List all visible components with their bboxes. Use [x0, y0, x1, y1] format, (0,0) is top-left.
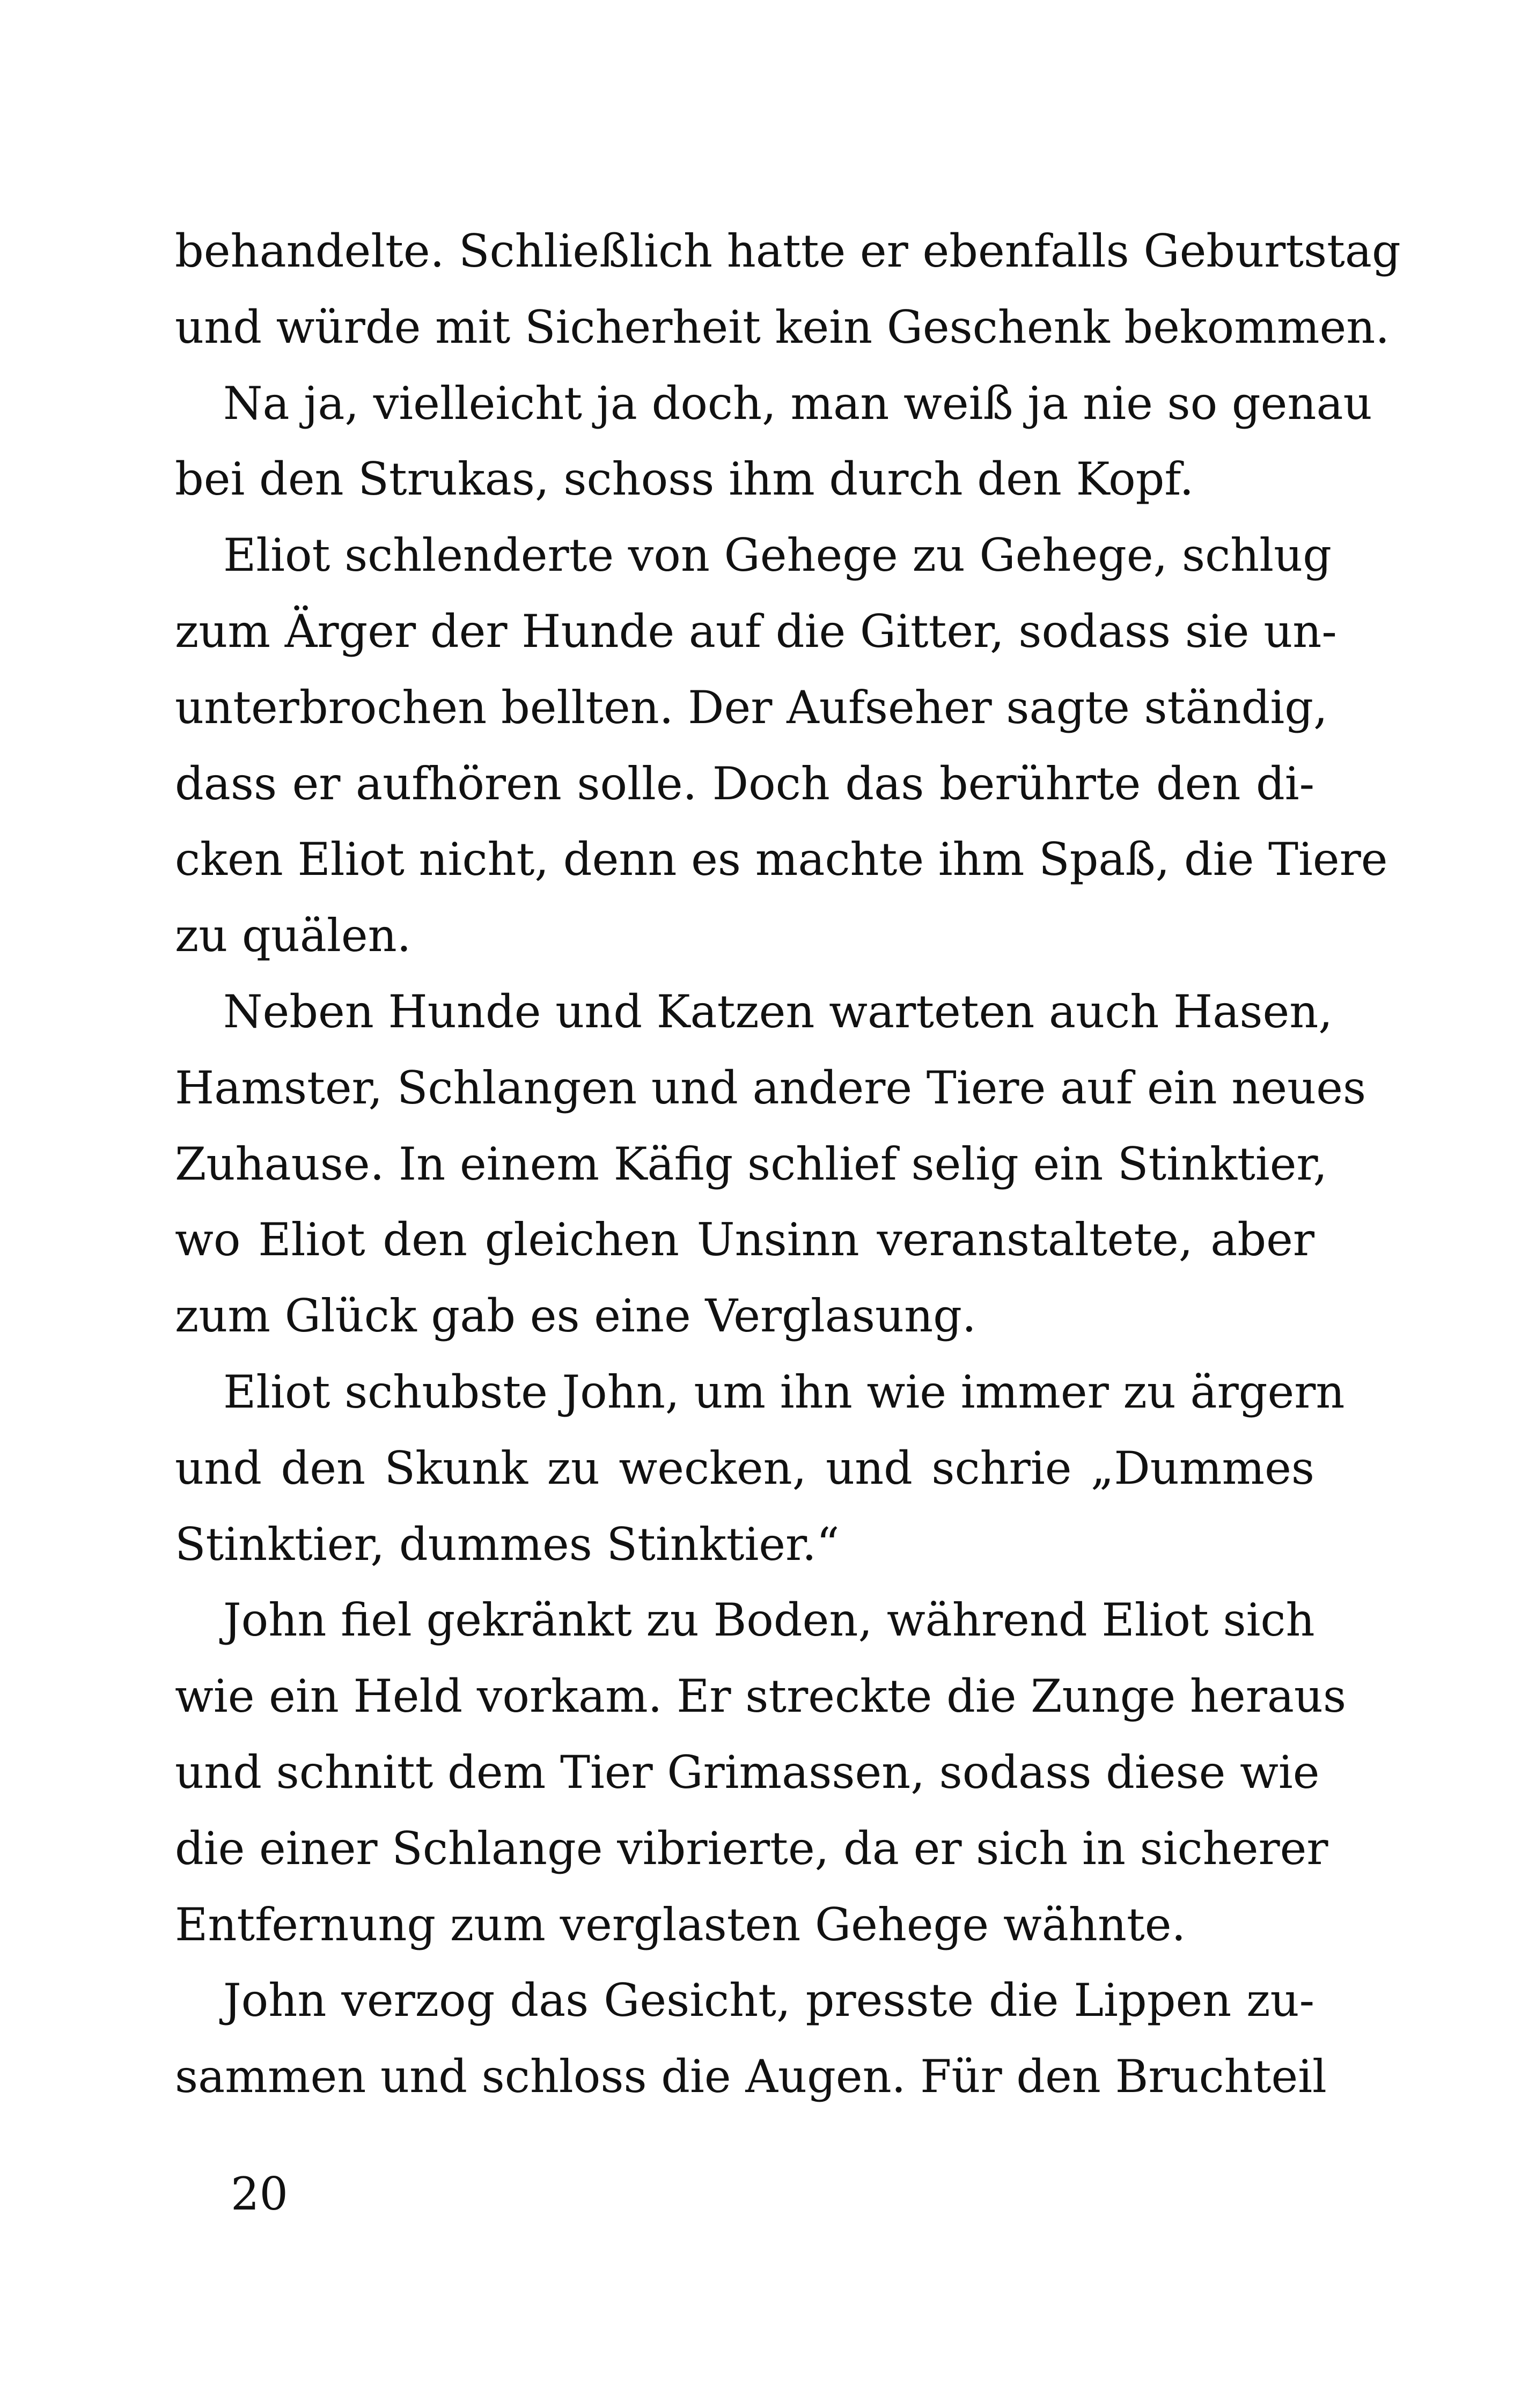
text-line: Eliot schubste John, um ihn wie immer zu ärgern — [223, 1365, 1345, 1418]
text-line: John fiel gekränkt zu Boden, während Eliot sich — [223, 1594, 1315, 1647]
text-line: Hamster, Schlangen und andere Tiere auf ein neues — [175, 1061, 1366, 1114]
text-line: wie ein Held vorkam. Er streckte die Zunge heraus — [175, 1670, 1347, 1723]
text-line: Neben Hunde und Katzen warteten auch Hasen, — [223, 985, 1333, 1038]
body-text — [175, 213, 1401, 2115]
text-line: Entfernung zum verglasten Gehege wähnte. — [175, 1898, 1186, 1951]
paragraph — [175, 1963, 1327, 2115]
text-line: die einer Schlange vibrierte, da er sich in sicherer — [175, 1822, 1328, 1875]
text-line: zum Ärger der Hunde auf die Gitter, sodass sie un- — [175, 605, 1337, 658]
paragraph — [175, 518, 1388, 974]
paragraph — [175, 1582, 1347, 1963]
text-line: sammen und schloss die Augen. Für den Bruchteil — [175, 2050, 1327, 2103]
text-line: bei den Strukas, schoss ihm durch den Kopf. — [175, 453, 1194, 506]
text-line: behandelte. Schließlich hatte er ebenfalls Geburtstag — [175, 225, 1401, 277]
page-number: 20 — [231, 2168, 288, 2220]
text-line: John verzog das Gesicht, presste die Lippen zu- — [223, 1974, 1314, 2027]
text-line: Stinktier, dummes Stinktier.“ — [175, 1518, 840, 1571]
paragraph — [175, 366, 1372, 518]
text-line: cken Eliot nicht, denn es machte ihm Spaß, die Tiere — [175, 833, 1388, 886]
text-line: wo Eliot den gleichen Unsinn veranstaltete, aber — [175, 1213, 1314, 1266]
paragraph — [175, 213, 1401, 366]
text-line: Zuhause. In einem Käfig schlief selig ein Stinktier, — [175, 1137, 1328, 1190]
text-line: zu quälen. — [175, 909, 412, 962]
paragraph — [175, 1354, 1345, 1582]
text-line: Eliot schlenderte von Gehege zu Gehege, schlug — [223, 529, 1332, 582]
text-line: und würde mit Sicherheit kein Geschenk bekommen. — [175, 300, 1390, 354]
text-line: zum Glück gab es eine Verglasung. — [175, 1290, 976, 1343]
text-line: dass er aufhören solle. Doch das berührte den di- — [175, 757, 1314, 810]
text-line: und schnitt dem Tier Grimassen, sodass diese wie — [175, 1746, 1320, 1799]
text-line: Na ja, vielleicht ja doch, man weiß ja nie so genau — [223, 377, 1372, 430]
text-line: und den Skunk zu wecken, und schrie „Dummes — [175, 1441, 1314, 1494]
text-line: unterbrochen bellten. Der Aufseher sagte ständig, — [175, 681, 1328, 734]
paragraph — [175, 974, 1366, 1354]
